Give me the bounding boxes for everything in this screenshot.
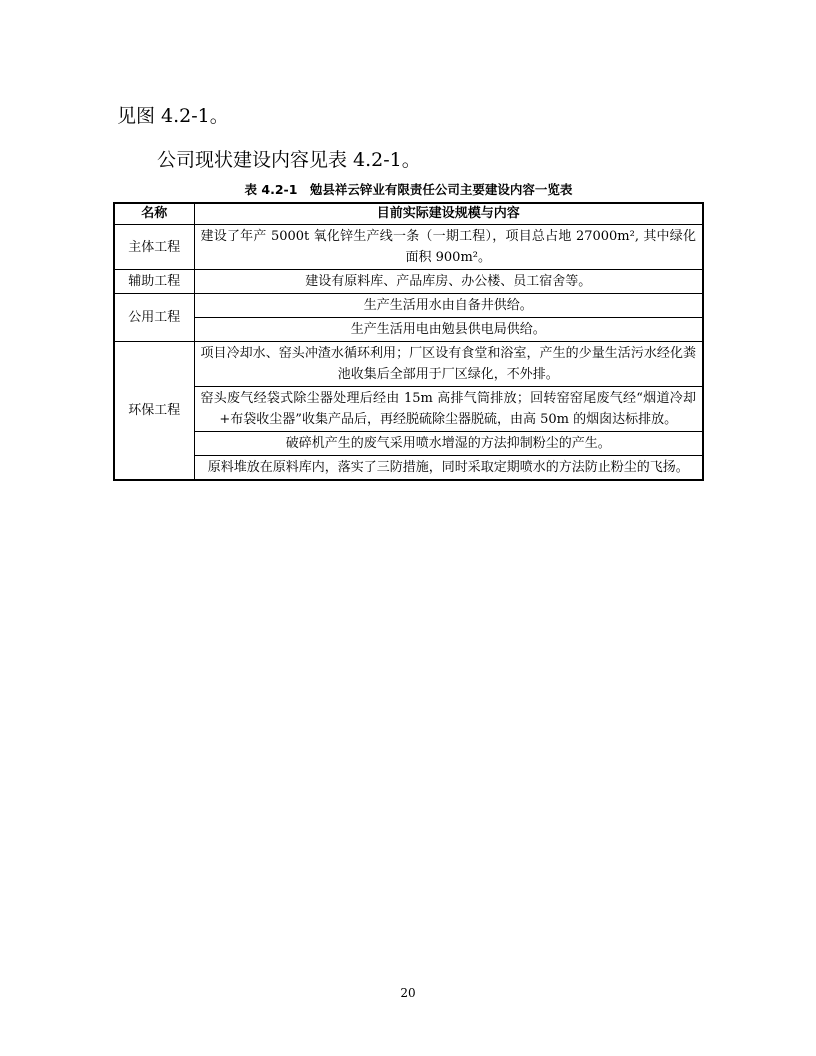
row-name-env: 环保工程: [114, 342, 194, 481]
paragraph-table-intro: 公司现状建设内容见表 4.2-1。: [157, 149, 421, 171]
table-row: [114, 318, 703, 342]
header-name: 名称: [114, 203, 194, 225]
table-row: [114, 387, 703, 432]
row-name-utility: 公用工程: [114, 294, 194, 342]
table-row: [114, 270, 703, 294]
table-row: [114, 294, 703, 318]
table-row: [114, 432, 703, 456]
table-row: [114, 225, 703, 270]
row-content-utility-power: 生产生活用电由勉县供电局供给。: [194, 318, 703, 342]
row-content-main: 建设了年产 5000t 氧化锌生产线一条（一期工程），项目总占地 27000m², 其中绿化面积 900m²。: [194, 225, 703, 270]
construction-content-table: [113, 202, 704, 481]
table-row: [114, 342, 703, 387]
row-content-env-exhaust: 窑头废气经袋式除尘器处理后经由 15m 高排气筒排放；回转窑窑尾废气经“烟道冷却+布袋收尘器”收集产品后，再经脱硫除尘器脱硫，由高 50m 的烟囱达标排放。: [194, 387, 703, 432]
table-header-row: [114, 203, 703, 225]
row-content-env-storage: 原料堆放在原料库内，落实了三防措施，同时采取定期喷水的方法防止粉尘的飞扬。: [194, 456, 703, 481]
table-caption: 表 4.2-1 勉县祥云锌业有限责任公司主要建设内容一览表: [244, 182, 573, 197]
page-number: 20: [400, 986, 416, 1000]
row-content-aux: 建设有原料库、产品库房、办公楼、员工宿舍等。: [194, 270, 703, 294]
paragraph-see-figure: 见图 4.2-1。: [117, 105, 229, 127]
row-content-env-crusher: 破碎机产生的废气采用喷水增湿的方法抑制粉尘的产生。: [194, 432, 703, 456]
table-row: [114, 456, 703, 481]
row-name-aux: 辅助工程: [114, 270, 194, 294]
row-name-main: 主体工程: [114, 225, 194, 270]
header-content: 目前实际建设规模与内容: [194, 203, 703, 225]
row-content-utility-water: 生产生活用水由自备井供给。: [194, 294, 703, 318]
row-content-env-water: 项目冷却水、窑头冲渣水循环利用；厂区设有食堂和浴室，产生的少量生活污水经化粪池收集后全部用于厂区绿化，不外排。: [194, 342, 703, 387]
